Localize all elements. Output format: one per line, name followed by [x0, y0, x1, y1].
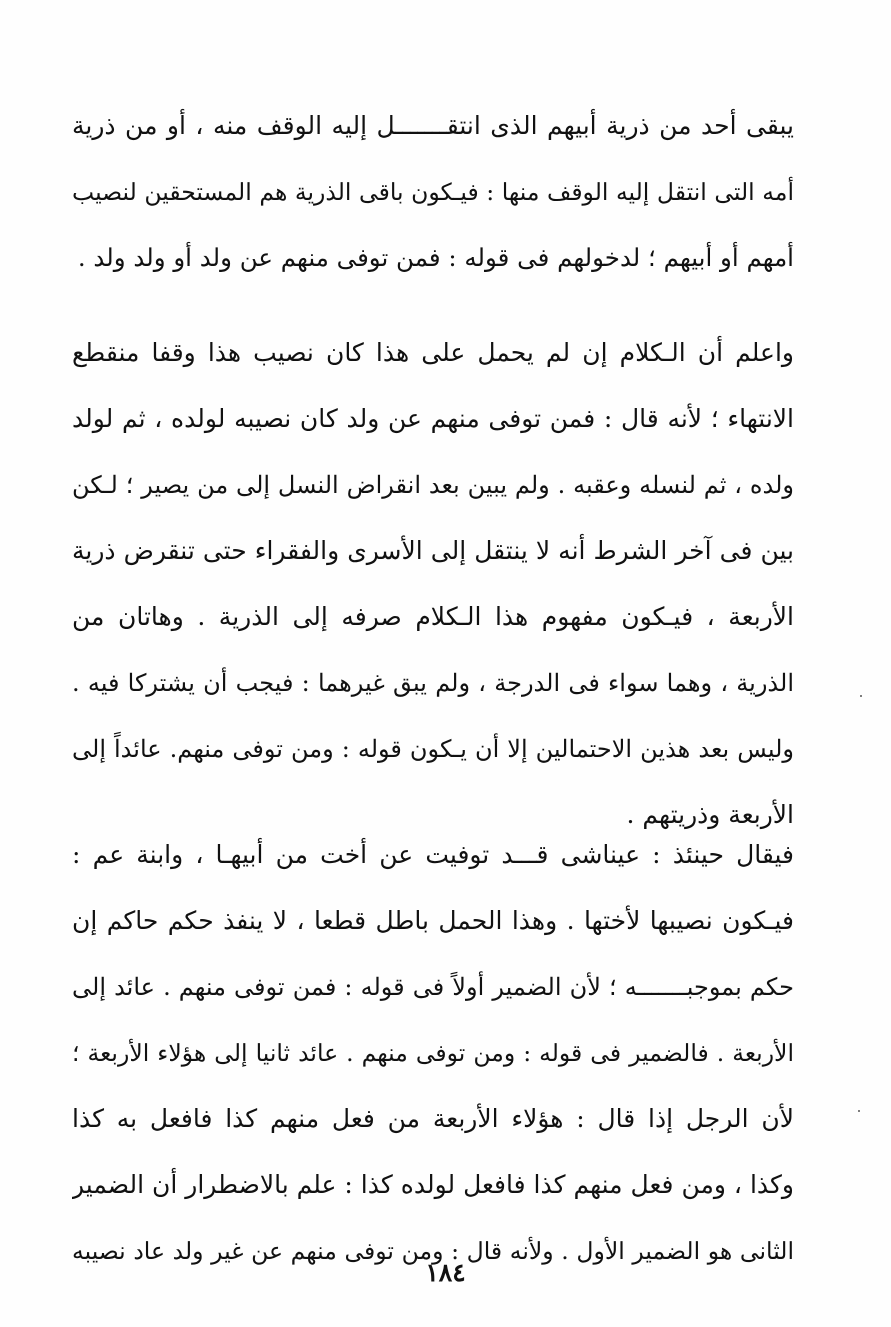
text-line: ولده ، ثم لنسله وعقبه . ولم يبين بعد انقراض النسل إلى من يصير ؛ لـكن: [72, 471, 794, 499]
paragraph-1: [72, 93, 794, 291]
text-line: أمه التى انتقل إليه الوقف منها : فيـكون باقى الذرية هم المستحقين لنصيب: [72, 178, 794, 206]
scan-speck: [860, 695, 862, 697]
text-line: حكم بموجبـــــــه ؛ لأن الضمير أولاً فى قوله : فمن توفى منهم . عائد إلى: [72, 973, 794, 1001]
text-line: الذرية ، وهما سواء فى الدرجة ، ولم يبق غيرهما : فيجب أن يشتركا فيه .: [72, 669, 794, 697]
paragraph-2: [72, 320, 794, 848]
page-number: ١٨٤: [425, 1258, 466, 1287]
text-line: فيـكون نصيبها لأختها . وهذا الحمل باطل قطعا ، لا ينفذ حكم حاكم إن: [72, 906, 794, 935]
text-line: الأربعة . فالضمير فى قوله : ومن توفى منهم . عائد ثانيا إلى هؤلاء الأربعة ؛: [72, 1039, 794, 1067]
text-line: بين فى آخر الشرط أنه لا ينتقل إلى الأسرى والفقراء حتى تنقرض ذرية: [72, 536, 794, 565]
text-line: الأربعة وذريتهم .: [626, 800, 794, 829]
text-line: وليس بعد هذين الاحتمالين إلا أن يـكون قوله : ومن توفى منهم. عائداً إلى: [72, 735, 794, 763]
text-line: الأربعة ، فيـكون مفهوم هذا الـكلام صرفه إلى الذرية . وهاتان من: [72, 602, 794, 631]
text-line: يبقى أحد من ذرية أبيهم الذى انتقـــــــل إليه الوقف منه ، أو من ذرية: [72, 111, 794, 140]
text-line: الثانى هو الضمير الأول . ولأنه قال : ومن توفى منهم عن غير ولد عاد نصيبه: [72, 1237, 794, 1265]
paragraph-3: [72, 822, 794, 1284]
scan-speck: [858, 1110, 860, 1112]
text-line: واعلم أن الـكلام إن لم يحمل على هذا كان نصيب هذا وقفا منقطع: [72, 338, 794, 367]
text-line: فيقال حينئذ : عيناشى قـــد توفيت عن أخت من أبيهـا ، وابنة عم :: [72, 840, 794, 869]
text-line: وكذا ، ومن فعل منهم كذا فافعل لولده كذا : علم بالاضطرار أن الضمير: [72, 1170, 794, 1199]
text-line: الانتهاء ؛ لأنه قال : فمن توفى منهم عن ولد كان نصيبه لولده ، ثم لولد: [72, 404, 794, 433]
text-line: لأن الرجل إذا قال : هؤلاء الأربعة من فعل منهم كذا فافعل به كذا: [72, 1104, 794, 1133]
text-line: أمهم أو أبيهم ؛ لدخولهم فى قوله : فمن توفى منهم عن ولد أو ولد ولد .: [77, 243, 794, 272]
